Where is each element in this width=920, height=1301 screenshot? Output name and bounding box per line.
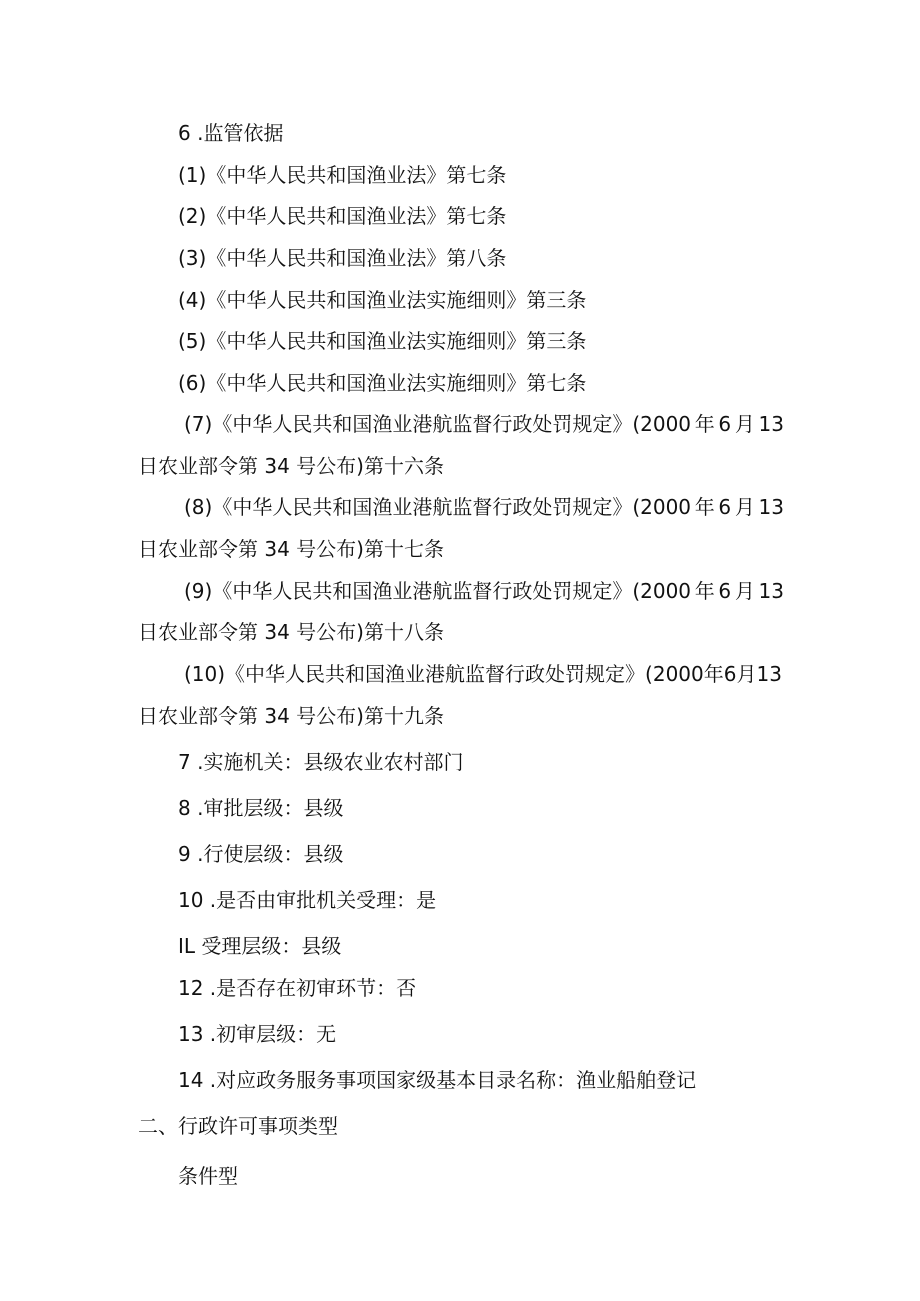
basis-item-9-line2: 日农业部令第 34 号公布)第十八条 xyxy=(138,620,444,644)
basis-item-8-part-5: 13 xyxy=(758,495,784,519)
basis-item-9-part-2: 年 xyxy=(694,579,715,603)
basis-item-7-line1 xyxy=(184,410,784,438)
item-7-implementing-agency: 7 .实施机关：县级农业农村部门 xyxy=(178,750,464,774)
basis-item-3: (3)《中华人民共和国渔业法》第八条 xyxy=(178,246,507,270)
item-9-exercise-level: 9 .行使层级：县级 xyxy=(178,842,344,866)
basis-item-8-line1 xyxy=(184,493,784,521)
basis-item-8-part-1: (8)《中华人民共和国渔业港航监督行政处罚规定》(2000 xyxy=(184,495,692,519)
basis-item-10-line1 xyxy=(184,660,784,688)
basis-item-8-part-4: 月 xyxy=(734,495,755,519)
basis-item-8-part-3: 6 xyxy=(718,495,732,519)
basis-item-9-part-5: 13 xyxy=(758,579,784,603)
basis-item-9-part-1: (9)《中华人民共和国渔业港航监督行政处罚规定》(2000 xyxy=(184,579,692,603)
section-6-heading: 6 .监管依据 xyxy=(178,121,284,145)
basis-item-8-part-2: 年 xyxy=(694,495,715,519)
basis-item-1: (1)《中华人民共和国渔业法》第七条 xyxy=(178,163,507,187)
basis-item-7-part-4: 月 xyxy=(734,412,755,436)
basis-item-7-part-5: 13 xyxy=(758,412,784,436)
item-11-acceptance-level: IL 受理层级：县级 xyxy=(178,934,342,958)
basis-item-4: (4)《中华人民共和国渔业法实施细则》第三条 xyxy=(178,288,587,312)
basis-item-10-line2: 日农业部令第 34 号公布)第十九条 xyxy=(138,704,444,728)
basis-item-8-line2: 日农业部令第 34 号公布)第十七条 xyxy=(138,537,444,561)
basis-item-7-part-3: 6 xyxy=(718,412,732,436)
item-8-approval-level: 8 .审批层级：县级 xyxy=(178,796,344,820)
section-2-heading: 二、行政许可事项类型 xyxy=(138,1114,338,1138)
basis-item-10-part-1: (10)《中华人民共和国渔业港航监督行政处罚规定》(2000年6月13 xyxy=(184,662,782,686)
section-2-value: 条件型 xyxy=(178,1164,238,1188)
item-10-accepted-by-authority: 10 .是否由审批机关受理：是 xyxy=(178,888,437,912)
item-14-catalog-name: 14 .对应政务服务事项国家级基本目录名称：渔业船舶登记 xyxy=(178,1068,697,1092)
basis-item-6: (6)《中华人民共和国渔业法实施细则》第七条 xyxy=(178,371,587,395)
basis-item-5: (5)《中华人民共和国渔业法实施细则》第三条 xyxy=(178,329,587,353)
basis-item-9-part-4: 月 xyxy=(734,579,755,603)
basis-item-7-line2: 日农业部令第 34 号公布)第十六条 xyxy=(138,454,444,478)
basis-item-2: (2)《中华人民共和国渔业法》第七条 xyxy=(178,204,507,228)
basis-item-7-part-1: (7)《中华人民共和国渔业港航监督行政处罚规定》(2000 xyxy=(184,412,692,436)
item-12-preliminary-review: 12 .是否存在初审环节：否 xyxy=(178,976,417,1000)
basis-item-7-part-2: 年 xyxy=(694,412,715,436)
basis-item-9-part-3: 6 xyxy=(718,579,732,603)
basis-item-9-line1 xyxy=(184,577,784,605)
item-13-preliminary-level: 13 .初审层级：无 xyxy=(178,1022,337,1046)
